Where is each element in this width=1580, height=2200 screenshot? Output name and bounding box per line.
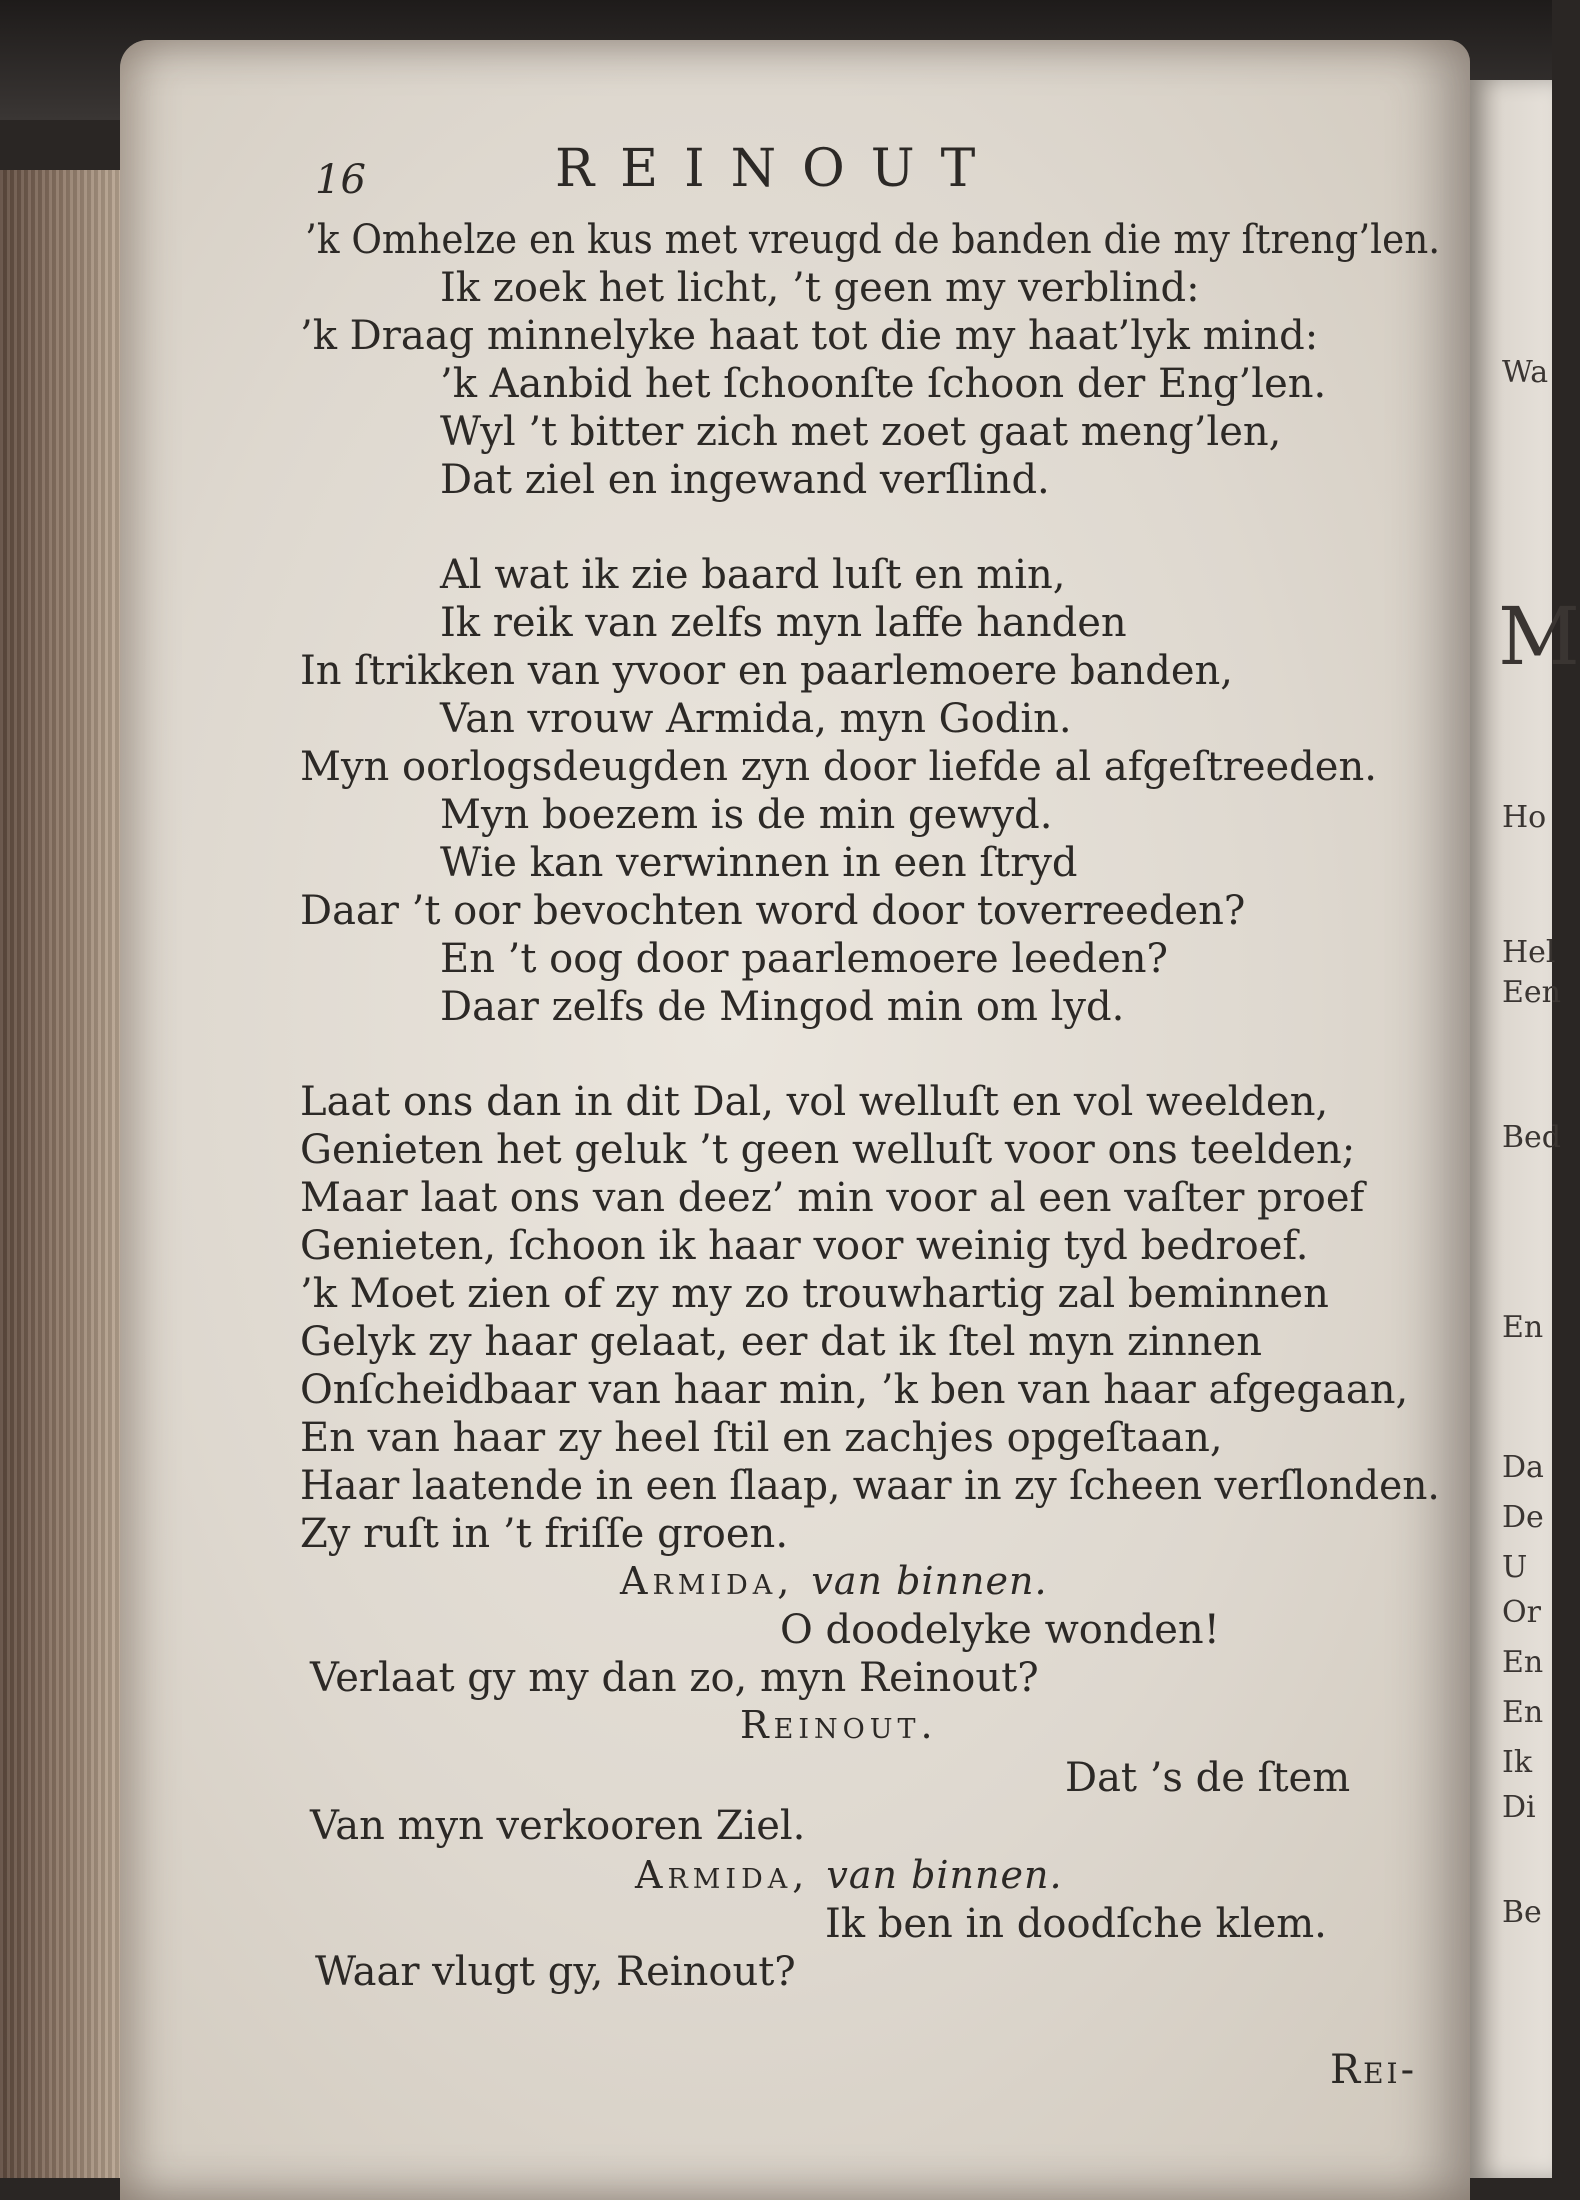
facing-fragment: Wa [1502, 355, 1549, 390]
verse-line: Van vrouw Armida, myn Godin. [440, 696, 1072, 742]
verse-line: Zy ruſt in ’t friſſe groen. [300, 1511, 789, 1557]
facing-fragment: U [1502, 1550, 1528, 1585]
facing-fragment: Een [1502, 975, 1561, 1010]
verse-line: Haar laatende in een ſlaap, waar in zy ſcheen verſlonden. [300, 1463, 1440, 1509]
verse-line: Ik zoek het licht, ’t geen my verblind: [440, 265, 1200, 311]
facing-fragment: Da [1502, 1450, 1544, 1485]
verse-line: Wyl ’t bitter zich met zoet gaat meng’len, [440, 409, 1282, 455]
dialogue-line: Verlaat gy my dan zo, myn Reinout? [310, 1655, 1039, 1701]
verse-line: ’k Omhelze en kus met vreugd de banden die my ſtreng’len. [305, 217, 1441, 263]
verse-line: Gelyk zy haar gelaat, eer dat ik ſtel myn zinnen [300, 1319, 1262, 1365]
verse-line: En ’t oog door paarlemoere leeden? [440, 936, 1168, 982]
stage-direction: van binnen. [811, 1559, 1048, 1603]
speaker-heading [620, 1559, 1048, 1603]
verse-line: Genieten, ſchoon ik haar voor weinig tyd bedroef. [300, 1223, 1309, 1269]
facing-fragment: M [1498, 590, 1580, 683]
dialogue-line: O doodelyke wonden! [780, 1607, 1220, 1653]
catchword: Rei- [1330, 2047, 1418, 2093]
dialogue-line: Van myn verkooren Ziel. [310, 1803, 806, 1849]
speaker-heading: Reinout. [740, 1703, 938, 1747]
verse-line: Daar zelfs de Mingod min om lyd. [440, 984, 1125, 1030]
verse-line: Daar ’t oor bevochten word door toverreeden? [300, 888, 1246, 934]
facing-fragment: En [1502, 1695, 1544, 1730]
facing-fragment: En [1502, 1645, 1544, 1680]
stage-direction: van binnen. [826, 1853, 1063, 1897]
dialogue-line: Waar vlugt gy, Reinout? [315, 1949, 796, 1995]
verse-line: ’k Draag minnelyke haat tot die my haat’lyk mind: [300, 313, 1319, 359]
facing-fragment: Or [1502, 1595, 1541, 1630]
verse-line: En van haar zy heel ſtil en zachjes opgeſtaan, [300, 1415, 1223, 1461]
verse-line: Laat ons dan in dit Dal, vol welluſt en vol weelden, [300, 1079, 1329, 1125]
dialogue-line: Ik ben in doodſche klem. [825, 1901, 1327, 1947]
facing-fragment: Di [1502, 1790, 1536, 1825]
facing-page [1470, 80, 1580, 2178]
verse-line: ’k Moet zien of zy my zo trouwhartig zal beminnen [300, 1271, 1329, 1317]
facing-fragment: Hel [1502, 935, 1556, 970]
page-number: 16 [315, 157, 366, 203]
facing-fragment: Be [1502, 1895, 1542, 1930]
speaker-name: Armida, [635, 1853, 810, 1897]
facing-fragment: Ik [1502, 1745, 1533, 1780]
dialogue-line: Dat ’s de ſtem [1065, 1755, 1351, 1801]
facing-fragment: Bed [1502, 1120, 1562, 1155]
speaker-name: Armida, [620, 1559, 795, 1603]
verse-line: Dat ziel en ingewand verſlind. [440, 457, 1050, 503]
verse-line: In ſtrikken van yvoor en paarlemoere banden, [300, 648, 1234, 694]
verse-line: Onſcheidbaar van haar min, ’k ben van haar afgegaan, [300, 1367, 1409, 1413]
verse-line: Ik reik van zelfs myn laffe handen [440, 600, 1127, 646]
verse-line: Maar laat ons van deez’ min voor al een vaſter proef [300, 1175, 1365, 1221]
verse-line: Wie kan verwinnen in een ſtryd [440, 840, 1078, 886]
verse-line: Al wat ik zie baard luſt en min, [440, 552, 1066, 598]
verse-line: Myn oorlogsdeugden zyn door liefde al afgeſtreeden. [300, 744, 1377, 790]
speaker-heading [635, 1853, 1063, 1897]
facing-fragment: En [1502, 1310, 1544, 1345]
facing-fragment: Ho [1502, 800, 1547, 835]
verse-line: Genieten het geluk ’t geen welluſt voor ons teelden; [300, 1127, 1356, 1173]
running-title: REINOUT [555, 139, 1002, 199]
facing-fragment: De [1502, 1500, 1544, 1535]
verse-line: Myn boezem is de min gewyd. [440, 792, 1053, 838]
verse-line: ’k Aanbid het ſchoonſte ſchoon der Eng’len. [440, 361, 1327, 407]
